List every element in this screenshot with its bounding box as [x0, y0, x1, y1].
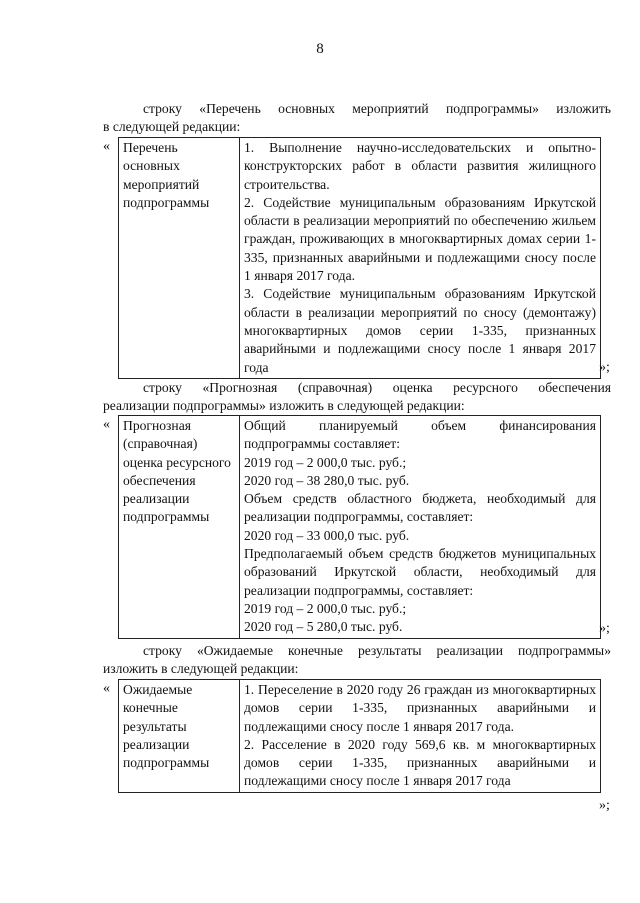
- section-3-intro-line-2: изложить в следующей редакции:: [103, 661, 299, 677]
- table-row: [119, 138, 601, 379]
- section-2-label: Прогнозная (справочная) оценка ресурсного обеспечения реализации подпрограммы: [119, 416, 240, 639]
- section-1-label: Перечень основных мероприятий подпрограммы: [119, 138, 240, 379]
- section-2-item-5: 2020 год – 33 000,0 тыс. руб.: [244, 527, 410, 543]
- section-2-item-7: 2019 год – 2 000,0 тыс. руб.;: [244, 600, 407, 616]
- section-2-item-6: Предполагаемый объем средств бюджетов муниципальных образований Иркутской области, необходимый для реализации подпрограммы, составляет:: [244, 546, 596, 598]
- section-3-intro: [103, 642, 611, 679]
- section-1-open-quote: «: [103, 139, 110, 154]
- section-3-intro-line-1: строку «Ожидаемые конечные результаты реализации подпрограммы»: [143, 643, 611, 658]
- section-2-item-1: Общий планируемый объем финансирования подпрограммы составляет:: [244, 418, 596, 452]
- section-2-item-8: 2020 год – 5 280,0 тыс. руб.: [244, 619, 403, 635]
- section-2-content: [240, 416, 601, 639]
- section-1-intro-line-2: в следующей редакции:: [103, 119, 241, 135]
- section-2-item-2: 2019 год – 2 000,0 тыс. руб.;: [244, 454, 407, 470]
- section-1-intro: [103, 100, 611, 137]
- section-1-close-quote: »;: [599, 360, 610, 375]
- section-2-open-quote: «: [103, 417, 110, 432]
- section-3-label: Ожидаемые конечные результаты реализации подпрограммы: [119, 680, 240, 793]
- section-3-content: [240, 680, 601, 793]
- section-3-item-2: 2. Расселение в 2020 году 569,6 кв. м многоквартирных домов серии 1-335, признанных аварийными и подлежащими сносу после 1 января 2017 года: [244, 736, 596, 789]
- section-2-intro: [103, 379, 611, 416]
- section-2-item-4: Объем средств областного бюджета, необходимый для реализации подпрограммы, составляет:: [244, 491, 596, 525]
- section-3-close-quote: »;: [599, 798, 610, 813]
- page-number: 8: [316, 41, 324, 57]
- section-1-table: [118, 137, 601, 379]
- section-1-item-3: 3. Содействие муниципальным образованиям Иркутской области в реализации мероприятий по сносу (демонтажу) многоквартирных домов серии 1-335, признанных аварийными и подлежащими сносу после 1 января 2017 года: [244, 286, 596, 375]
- table-row: [119, 416, 601, 639]
- section-2-item-3: 2020 год – 38 280,0 тыс. руб.: [244, 472, 410, 488]
- section-3-item-1: 1. Переселение в 2020 году 26 граждан из многоквартирных домов серии 1-335, признанных аварийными и подлежащими сносу после 1 января 2017 года.: [244, 682, 596, 734]
- section-2-close-quote: »;: [599, 621, 610, 636]
- section-2-intro-line-2: реализации подпрограммы» изложить в следующей редакции:: [103, 398, 465, 414]
- section-1-item-1: 1. Выполнение научно-исследовательских и опытно-конструкторских работ в области развития жилищного строительства.: [244, 140, 596, 192]
- section-2-intro-line-1: строку «Прогнозная (справочная) оценка ресурсного обеспечения: [143, 380, 611, 395]
- table-row: [119, 680, 601, 793]
- section-3-open-quote: «: [103, 681, 110, 696]
- section-1-intro-line-1: строку «Перечень основных мероприятий подпрограммы» изложить: [143, 101, 611, 116]
- section-1-content: [240, 138, 601, 379]
- section-3-table: [118, 679, 601, 793]
- section-2-table: [118, 415, 601, 639]
- section-1-item-2: 2. Содействие муниципальным образованиям Иркутской области в реализации мероприятий по обеспечению жильем граждан, проживающих в многоквартирных домах серии 1-335, признанных аварийными и подлежащими сносу после 1 января 2017 года.: [244, 194, 596, 284]
